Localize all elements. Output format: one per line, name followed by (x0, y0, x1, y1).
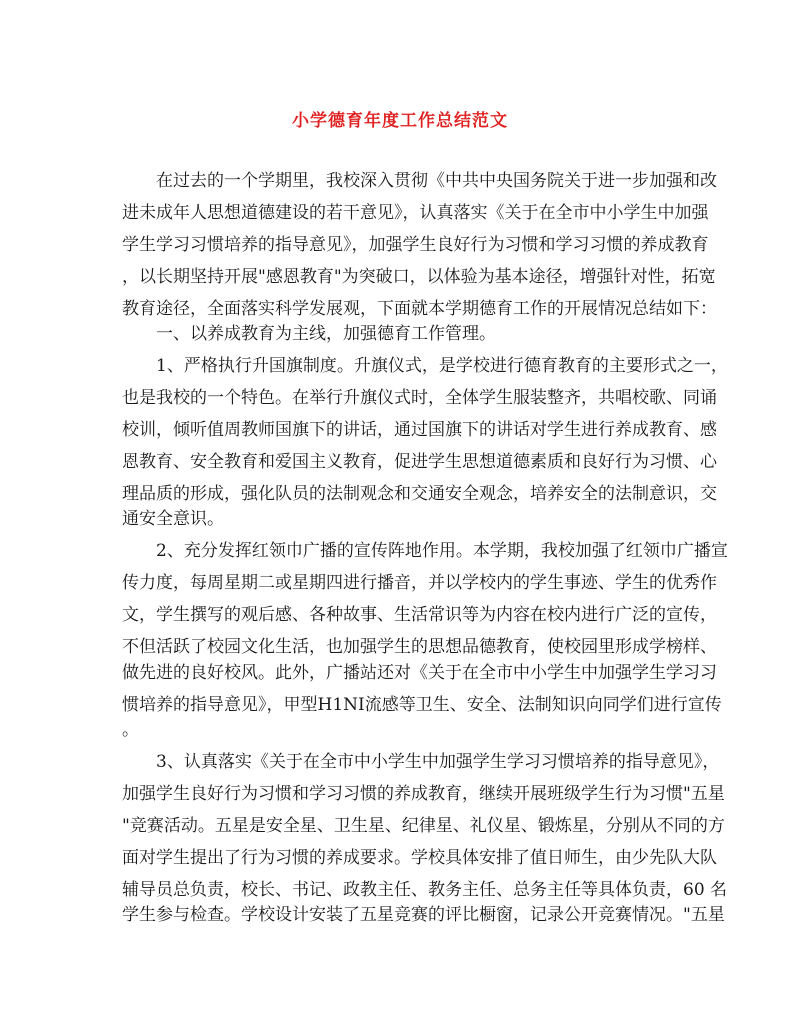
paragraph-line: 学生参与检查。学校设计安装了五星竞赛的评比橱窗，记录公开竞赛情况。"五星 (122, 905, 725, 925)
paragraph-line: 。 (122, 720, 139, 740)
paragraph-line: 教育途径，全面落实科学发展观，下面就本学期德育工作的开展情况总结如下： (122, 299, 717, 319)
paragraph-line: 理品质的形成，强化队员的法制观念和交通安全观念，培养安全的法制意识，交 (122, 484, 717, 504)
paragraph-line: 加强学生良好行为习惯和学习习惯的养成教育，继续开展班级学生行为习惯"五星 (122, 784, 725, 804)
paragraph-line: 恩教育、安全教育和爱国主义教育，促进学生思想道德素质和良好行为习惯、心 (122, 452, 717, 472)
paragraph-line: 不但活跃了校园文化生活，也加强学生的思想品德教育，使校园里形成学榜样、 (122, 637, 717, 657)
paragraph-line: 辅导员总负责，校长、书记、政教主任、教务主任、总务主任等具体负责，60 名 (122, 880, 728, 900)
paragraph-line: 传力度，每周星期二或星期四进行播音，并以学校内的学生事迹、学生的优秀作 (122, 573, 717, 593)
section-heading: 一、以养成教育为主线，加强德育工作管理。 (156, 324, 496, 344)
paragraph-line: 通安全意识。 (122, 509, 224, 529)
paragraph-line: 学生学习习惯培养的指导意见》，加强学生良好行为习惯和学习习惯的养成教育 (122, 235, 709, 255)
paragraph-line: 3、认真落实《关于在全市中小学生中加强学生学习习惯培养的指导意见》， (156, 752, 720, 772)
paragraph-line: 1、严格执行升国旗制度。升旗仪式，是学校进行德育教育的主要形式之一， (156, 356, 728, 376)
paragraph-line: "竞赛活动。五星是安全星、卫生星、纪律星、礼仪星、锻炼星，分别从不同的方 (122, 816, 725, 836)
paragraph-line: 进未成年人思想道德建设的若干意见》，认真落实《关于在全市中小学生中加强 (122, 203, 709, 223)
paragraph-line: 惯培养的指导意见》，甲型H1NI流感等卫生、安全、法制知识向同学们进行宣传 (122, 695, 722, 715)
paragraph-line: 校训，倾听值周教师国旗下的讲话，通过国旗下的讲话对学生进行养成教育、感 (122, 420, 717, 440)
paragraph-line: 做先进的良好校风。此外，广播站还对《关于在全市中小学生中加强学生学习习 (122, 663, 717, 683)
paragraph-line: 2、充分发挥红领巾广播的宣传阵地作用。本学期，我校加强了红领巾广播宣 (156, 541, 728, 561)
paragraph-line: 在过去的一个学期里，我校深入贯彻《中共中央国务院关于进一步加强和改 (156, 171, 717, 191)
paragraph-line: 面对学生提出了行为习惯的养成要求。学校具体安排了值日师生，由少先队大队 (122, 848, 717, 868)
paragraph-line: 文，学生撰写的观后感、各种故事、生活常识等为内容在校内进行广泛的宣传， (122, 605, 717, 625)
paragraph-line: ，以长期坚持开展"感恩教育"为突破口，以体验为基本途径，增强针对性，拓宽 (122, 267, 716, 287)
document-title: 小学德育年度工作总结范文 (292, 111, 508, 131)
paragraph-line: 也是我校的一个特色。在举行升旗仪式时，全体学生服装整齐，共唱校歌、同诵 (122, 388, 717, 408)
